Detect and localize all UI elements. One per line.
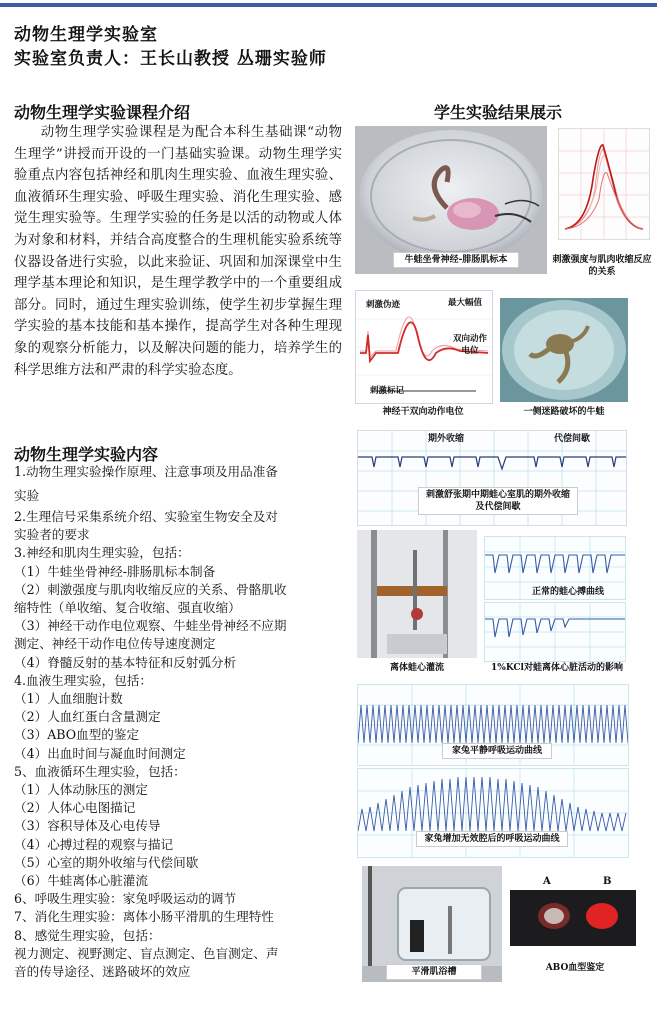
max-amp-label: 最大幅值 <box>448 298 483 308</box>
content-line: 实验者的要求 <box>14 527 90 543</box>
content-line: （2）人体心电图描记 <box>14 800 136 816</box>
content-line: （1）人体动脉压的测定 <box>14 782 148 798</box>
stim-strength-chart <box>558 128 650 240</box>
top-accent-bar <box>0 3 657 7</box>
kcl-caption: 1%KCl对蛙离体心脏活动的影响 <box>491 663 623 673</box>
kcl-chart <box>484 602 626 662</box>
action-potential-chart <box>355 290 493 404</box>
content-line: （5）心室的期外收缩与代偿间歇 <box>14 854 199 870</box>
perfusion-caption: 离体蛙心灌流 <box>389 663 444 673</box>
content-line: （2）刺激强度与肌肉收缩反应的关系、骨骼肌收 <box>14 581 287 597</box>
intro-text <box>14 122 342 381</box>
content-line: （3）容积导体及心电传导 <box>14 818 161 834</box>
content-line: 7、消化生理实验：离体小肠平滑肌的生理特性 <box>14 909 274 925</box>
labyrinth-caption: 一侧迷路破坏的牛蛙 <box>523 407 605 417</box>
extrasystole-caption: 刺激舒张期中期蛙心室肌的期外收缩及代偿间歇 <box>418 487 578 515</box>
results-title: 学生实验结果展示 <box>434 103 563 122</box>
resp-dead-caption: 家兔增加无效腔后的呼吸运动曲线 <box>416 831 568 847</box>
content-line: （4）脊髓反射的基本特征和反射弧分析 <box>14 654 237 670</box>
stim-mark-label: 刺激标记 <box>370 386 405 396</box>
content-list <box>14 460 342 981</box>
content-title: 动物生理学实验内容 <box>14 445 159 464</box>
action-potential-caption: 神经干双向动作电位 <box>382 407 464 417</box>
content-line: 6、呼吸生理实验：家兔呼吸运动的调节 <box>14 891 237 907</box>
nerve-muscle-photo <box>355 126 547 274</box>
resp-calm-caption: 家兔平静呼吸运动曲线 <box>442 743 552 759</box>
content-line: （1）人血细胞计数 <box>14 691 123 707</box>
content-line: 2.生理信号采集系统介绍、实验室生物安全及对 <box>14 509 278 524</box>
biphasic-label: 双向动作电位 <box>452 334 487 356</box>
frog-photo <box>500 298 628 402</box>
stim-artifact-label: 刺激伪迹 <box>366 300 401 310</box>
content-line: 音的传导途径、迷路破坏的效应 <box>14 964 191 980</box>
content-line: 4.血液生理实验，包括： <box>14 672 152 688</box>
content-line: 实验 <box>14 488 40 503</box>
content-line: 3.神经和肌肉生理实验，包括： <box>14 545 190 561</box>
extra-label: 期外收缩 <box>428 434 465 444</box>
normal-heart-caption: 正常的蛙心搏曲线 <box>531 587 604 597</box>
lab-leader: 实验室负责人：王长山教授 丛珊实验师 <box>14 49 327 69</box>
lab-name: 动物生理学实验室 <box>14 25 158 45</box>
content-line: （4）出血时间与凝血时间测定 <box>14 745 186 761</box>
content-line: （3）神经干动作电位观察、牛蛙坐骨神经不应期 <box>14 618 287 634</box>
smooth-muscle-caption: 平滑肌浴槽 <box>386 964 482 980</box>
content-line: 缩特性（单收缩、复合收缩、强直收缩） <box>14 600 241 616</box>
content-line: 1.动物生理实验操作原理、注意事项及用品准备 <box>14 464 278 479</box>
content-line: 测定、神经干动作电位传导速度测定 <box>14 636 216 652</box>
perfusion-photo <box>357 530 477 658</box>
smooth-muscle-photo <box>362 866 502 982</box>
resp-calm-chart <box>357 684 629 766</box>
content-line: （6）牛蛙离体心脏灌流 <box>14 873 148 889</box>
content-line: 8、感觉生理实验，包括： <box>14 927 161 943</box>
content-line: 视力测定、视野测定、盲点测定、色盲测定、声 <box>14 945 279 961</box>
content-line: （2）人血红蛋白含量测定 <box>14 709 161 725</box>
extrasystole-chart <box>357 430 627 526</box>
comp-pause-label: 代偿间歇 <box>554 434 591 444</box>
stim-strength-caption: 刺激强度与肌肉收缩反应的关系 <box>552 255 652 277</box>
abo-a-label: A <box>543 876 551 887</box>
content-line: 5、血液循环生理实验，包括： <box>14 763 186 779</box>
intro-title: 动物生理学实验课程介绍 <box>14 103 191 122</box>
abo-b-label: B <box>603 876 612 887</box>
content-line: （4）心搏过程的观察与描记 <box>14 836 174 852</box>
resp-dead-chart <box>357 768 629 858</box>
abo-caption: ABO血型鉴定 <box>545 963 605 973</box>
nerve-muscle-caption: 牛蛙坐骨神经-腓肠肌标本 <box>393 252 519 268</box>
content-line: （1）牛蛙坐骨神经-腓肠肌标本制备 <box>14 563 216 579</box>
abo-photo <box>510 890 636 946</box>
intro-paragraph: 动物生理学实验课程是为配合本科生基础课“动物生理学”讲授而开设的一门基础实验课。动物生理学实验重点内容包括神经和肌肉生理实验、血液生理实验、血液循环生理实验、呼吸生理实验、消化生理实验、感觉生理实验等。生理学实验的任务是以活的动物或人体为对象和材料，并结合高度整合的生理机能实验系统等仪器设备进行实验，以此来验证、巩固和加深课堂中生理学基本理论和知识，是生理学教学中的一个重要组成部分。同时，通过生理实验训练，使学生初步掌握生理学实验的基本技能和基本操作，提高学生对各种生理现象的观察分析能力，以及解决问题的能力，培养学生的科学思维方法和严肃的科学实验态度。 <box>14 125 342 378</box>
content-line: （3）ABO血型的鉴定 <box>14 727 140 743</box>
